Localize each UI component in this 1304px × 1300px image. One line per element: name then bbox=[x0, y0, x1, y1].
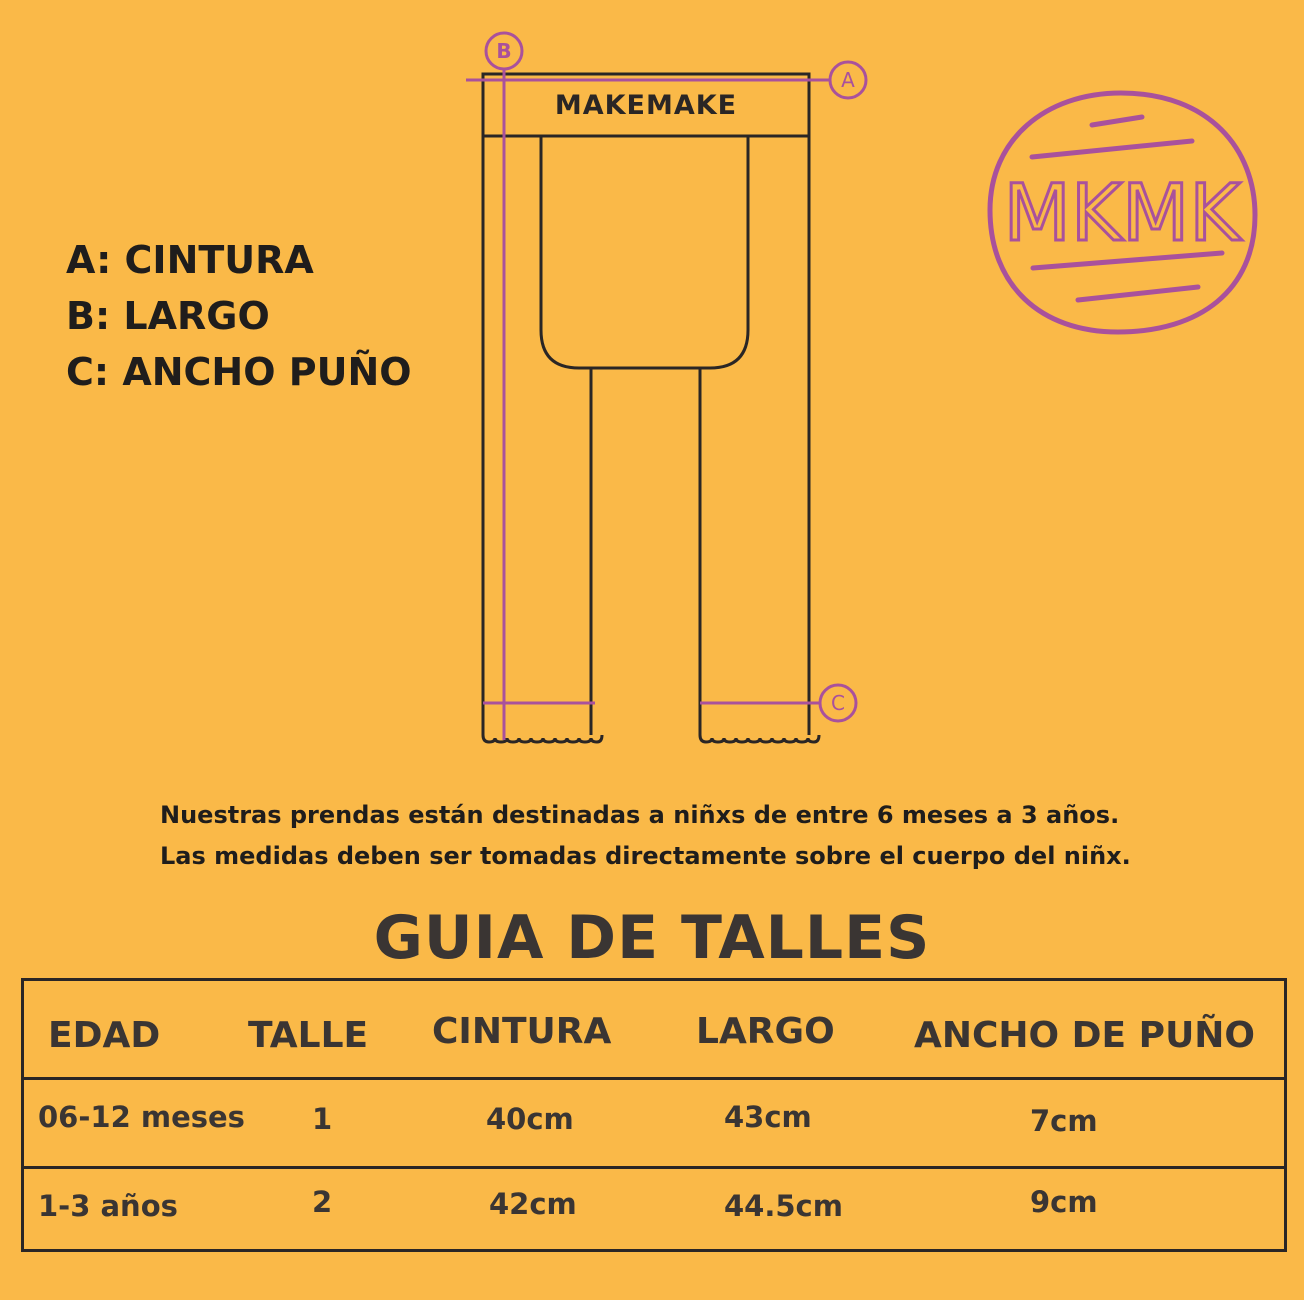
cell-ancho-de-puno: 7cm bbox=[1030, 1104, 1098, 1138]
table-row bbox=[24, 1080, 1284, 1169]
measurement-legend bbox=[66, 232, 412, 400]
logo-text: MKMK bbox=[1003, 169, 1241, 259]
cell-ancho-de-puno: 9cm bbox=[1030, 1185, 1098, 1219]
cell-talle: 1 bbox=[312, 1102, 333, 1136]
leggings-outline bbox=[483, 74, 819, 742]
note-line-1: Nuestras prendas están destinadas a niñxs de entre 6 meses a 3 años. bbox=[160, 801, 1120, 829]
header-edad: EDAD bbox=[48, 1015, 161, 1056]
note-line-2: Las medidas deben ser tomadas directamente sobre el cuerpo del niñx. bbox=[160, 842, 1131, 870]
cell-cintura: 40cm bbox=[486, 1102, 574, 1136]
marker-b-label: B bbox=[496, 39, 512, 63]
measurement-lines bbox=[466, 33, 866, 740]
cell-edad: 1-3 años bbox=[38, 1189, 178, 1223]
cell-largo: 43cm bbox=[724, 1100, 812, 1134]
legend-item-b: B: LARGO bbox=[66, 294, 270, 338]
header-talle: TALLE bbox=[248, 1015, 369, 1056]
size-table bbox=[21, 978, 1287, 1252]
cell-largo: 44.5cm bbox=[724, 1189, 843, 1223]
header-cintura: CINTURA bbox=[432, 1011, 612, 1052]
legend-item-a: A: CINTURA bbox=[66, 238, 314, 282]
legend-item-c: C: ANCHO PUÑO bbox=[66, 350, 412, 394]
cell-cintura: 42cm bbox=[489, 1187, 577, 1221]
brand-label: MAKEMAKE bbox=[554, 90, 738, 121]
cell-talle: 2 bbox=[312, 1185, 333, 1219]
header-ancho-de-puno: ANCHO DE PUÑO bbox=[914, 1015, 1256, 1056]
cell-edad: 06-12 meses bbox=[38, 1100, 245, 1134]
page-title: GUIA DE TALLES bbox=[373, 903, 931, 973]
header-largo: LARGO bbox=[696, 1011, 835, 1052]
table-row bbox=[24, 1169, 1284, 1249]
table-header-row bbox=[24, 981, 1284, 1080]
marker-a-label: A bbox=[841, 68, 855, 92]
marker-c-label: C bbox=[831, 691, 845, 715]
measurement-note bbox=[160, 795, 1131, 877]
